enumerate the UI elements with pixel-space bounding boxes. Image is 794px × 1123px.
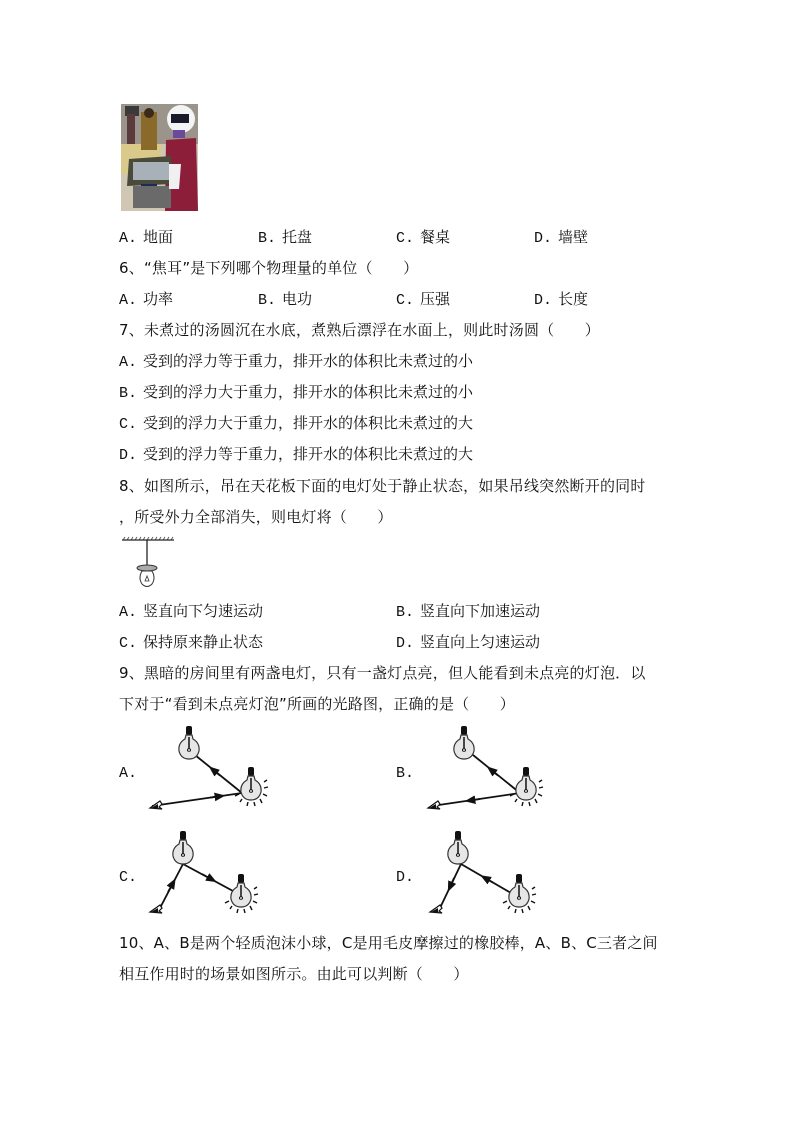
unlit-bulb-icon: [448, 831, 468, 864]
option-text: 餐桌: [420, 228, 451, 246]
option-text: 功率: [143, 290, 174, 308]
option-label: A.: [119, 292, 138, 309]
robot-waiter-photo: [121, 104, 198, 211]
option-label: C.: [396, 230, 415, 247]
option-text: 电功: [282, 290, 313, 308]
q9-option-b-label[interactable]: B.: [396, 765, 415, 782]
q8-option-d[interactable]: [396, 632, 540, 654]
q9-option-d-label[interactable]: D.: [396, 869, 415, 886]
q8-option-c[interactable]: [119, 632, 263, 654]
option-label: C.: [396, 292, 415, 309]
unlit-bulb-icon: [454, 726, 474, 759]
q6-option-b[interactable]: [258, 289, 312, 311]
lit-bulb-icon: [235, 767, 268, 806]
hanging-lamp-figure: [120, 536, 180, 592]
option-text: 托盘: [282, 228, 313, 246]
q5-option-b[interactable]: [258, 227, 312, 249]
q6-stem: 6、“焦耳”是下列哪个物理量的单位（ ）: [119, 259, 419, 277]
unlit-bulb-icon: [179, 726, 199, 759]
option-text: 竖直向下加速运动: [420, 602, 541, 620]
q7-option-b[interactable]: [119, 382, 473, 404]
q8-stem-line1: 8、如图所示，吊在天花板下面的电灯处于静止状态，如果吊线突然断开的同时: [119, 477, 646, 495]
q10-stem-line2: 相互作用时的场景如图所示。由此可以判断（ ）: [119, 965, 469, 983]
option-text: 长度: [558, 290, 589, 308]
lit-bulb-icon: [225, 874, 258, 913]
option-label: D.: [396, 635, 415, 652]
q10-stem-line1: 10、A、B是两个轻质泡沫小球，C是用毛皮摩擦过的橡胶棒，A、B、C三者之间: [119, 934, 658, 952]
option-text: 竖直向上匀速运动: [420, 633, 541, 651]
option-label: B.: [396, 604, 415, 621]
option-text: 压强: [420, 290, 451, 308]
q8-option-a[interactable]: [119, 601, 263, 623]
lit-bulb-icon: [503, 874, 536, 913]
q9-option-d-diagram[interactable]: [418, 828, 558, 920]
option-text: 保持原来静止状态: [143, 633, 264, 651]
option-label: B.: [119, 385, 138, 402]
q6-option-a[interactable]: [119, 289, 173, 311]
option-label: B.: [258, 230, 277, 247]
q8-stem-line2: ，所受外力全部消失，则电灯将（ ）: [119, 508, 393, 526]
option-label: A.: [119, 354, 138, 371]
option-label: D.: [534, 292, 553, 309]
option-text: 竖直向下匀速运动: [143, 602, 264, 620]
option-label: C.: [119, 416, 138, 433]
q7-option-d[interactable]: [119, 444, 473, 466]
option-label: C.: [119, 635, 138, 652]
option-label: A.: [119, 604, 138, 621]
q7-stem: 7、未煮过的汤圆沉在水底，煮熟后漂浮在水面上，则此时汤圆（ ）: [119, 321, 600, 339]
option-text: 受到的浮力大于重力，排开水的体积比未煮过的小: [143, 383, 474, 401]
q9-option-a-diagram[interactable]: [140, 724, 280, 816]
option-label: D.: [534, 230, 553, 247]
option-label: D.: [119, 447, 138, 464]
option-text: 受到的浮力等于重力，排开水的体积比未煮过的大: [143, 445, 474, 463]
eye-icon: [430, 905, 442, 913]
unlit-bulb-icon: [173, 831, 193, 864]
eye-icon: [150, 905, 162, 913]
q5-option-c[interactable]: [396, 227, 450, 249]
q9-stem-line2: 下对于“看到未点亮灯泡”所画的光路图，正确的是（ ）: [119, 695, 515, 713]
q5-option-d[interactable]: [534, 227, 588, 249]
q9-option-a-label[interactable]: A.: [119, 765, 138, 782]
lit-bulb-icon: [510, 767, 543, 806]
option-text: 受到的浮力大于重力，排开水的体积比未煮过的大: [143, 414, 474, 432]
q7-option-a[interactable]: [119, 351, 473, 373]
option-text: 地面: [143, 228, 174, 246]
option-label: A.: [119, 230, 138, 247]
q8-option-b[interactable]: [396, 601, 540, 623]
option-text: 墙壁: [558, 228, 589, 246]
q9-stem-line1: 9、黑暗的房间里有两盏电灯，只有一盏灯点亮，但人能看到未点亮的灯泡．以: [119, 664, 646, 682]
option-label: B.: [258, 292, 277, 309]
q9-option-b-diagram[interactable]: [418, 724, 558, 816]
eye-icon: [150, 801, 162, 809]
q6-option-d[interactable]: [534, 289, 588, 311]
q7-option-c[interactable]: [119, 413, 473, 435]
eye-icon: [428, 801, 440, 809]
option-text: 受到的浮力等于重力，排开水的体积比未煮过的小: [143, 352, 474, 370]
q9-option-c-label[interactable]: C.: [119, 869, 138, 886]
q5-option-a[interactable]: [119, 227, 173, 249]
q6-option-c[interactable]: [396, 289, 450, 311]
q9-option-c-diagram[interactable]: [140, 828, 280, 920]
